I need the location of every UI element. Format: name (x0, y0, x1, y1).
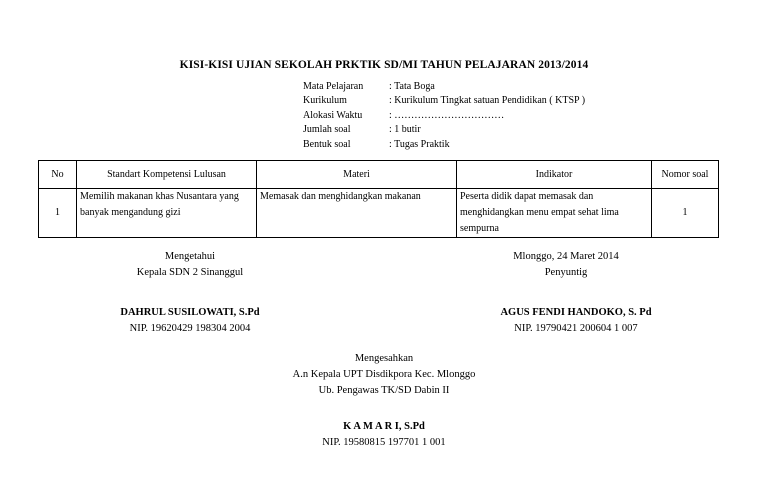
principal-title: Kepala SDN 2 Sinanggul (136, 267, 244, 278)
principal-nip: NIP. 19620429 198304 2004 (129, 323, 251, 334)
header-materi: Materi (257, 161, 457, 189)
approval-label: Mengesahkan (354, 353, 414, 364)
cell-skl: Memilih makanan khas Nusantara yang banyak mengandung gizi (77, 189, 257, 238)
info-row-time (303, 109, 585, 123)
cell-nomor-soal: 1 (652, 189, 719, 238)
approver-office: A.n Kepala UPT Disdikpora Kec. Mlonggo (292, 369, 476, 380)
header-indikator: Indikator (457, 161, 652, 189)
center-signature-header (234, 351, 534, 399)
info-label: Bentuk soal (303, 138, 351, 150)
header-skl: Standart Kompetensi Lulusan (77, 161, 257, 189)
principal-name: DAHRUL SUSILOWATI, S.Pd (120, 307, 260, 318)
right-signatory (456, 305, 696, 337)
approver-nip: NIP. 19580815 197701 1 001 (322, 437, 446, 448)
header-no: No (39, 161, 77, 189)
table-header-row (39, 161, 719, 189)
document-title: KISI-KISI UJIAN SEKOLAH PRKTIK SD/MI TAHUN PELAJARAN 2013/2014 (179, 59, 589, 71)
right-signature-header (476, 249, 656, 281)
info-row-type (303, 138, 585, 152)
info-value: : Tugas Praktik (389, 138, 450, 150)
acknowledge-label: Mengetahui (164, 251, 216, 262)
info-label: Alokasi Waktu (303, 109, 363, 121)
info-value: : 1 butir (389, 124, 421, 136)
info-label: Jumlah soal (303, 124, 351, 136)
compiler-nip: NIP. 19790421 200604 1 007 (514, 323, 638, 334)
header-nomor-soal: Nomor soal (652, 161, 719, 189)
cell-materi: Memasak dan menghidangkan makanan (257, 189, 457, 238)
approver-name: K A M A R I, S.Pd (343, 421, 425, 432)
info-value: : Tata Boga (389, 81, 435, 92)
info-label: Mata Pelajaran (303, 81, 364, 92)
info-row-curriculum (303, 94, 585, 108)
table-row (39, 189, 719, 238)
cell-no: 1 (39, 189, 77, 238)
subject-info (303, 80, 585, 152)
info-value: : Kurikulum Tingkat satuan Pendidikan ( KTSP ) (389, 95, 586, 107)
left-signatory (70, 305, 310, 337)
cell-indikator: Peserta didik dapat memasak dan menghidangkan menu empat sehat lima sempurna (457, 189, 652, 238)
center-signatory (234, 419, 534, 451)
approver-title: Ub. Pengawas TK/SD Dabin II (318, 385, 450, 396)
info-row-count (303, 123, 585, 137)
place-date: Mlonggo, 24 Maret 2014 (513, 251, 619, 262)
info-row-subject (303, 80, 585, 94)
compiler-title: Penyuntig (544, 267, 588, 278)
kisi-kisi-table (38, 160, 719, 238)
info-value: : …………………………… (389, 109, 505, 121)
info-label: Kurikulum (303, 95, 347, 107)
compiler-name: AGUS FENDI HANDOKO, S. Pd (500, 307, 652, 318)
left-signature-header (100, 249, 280, 281)
